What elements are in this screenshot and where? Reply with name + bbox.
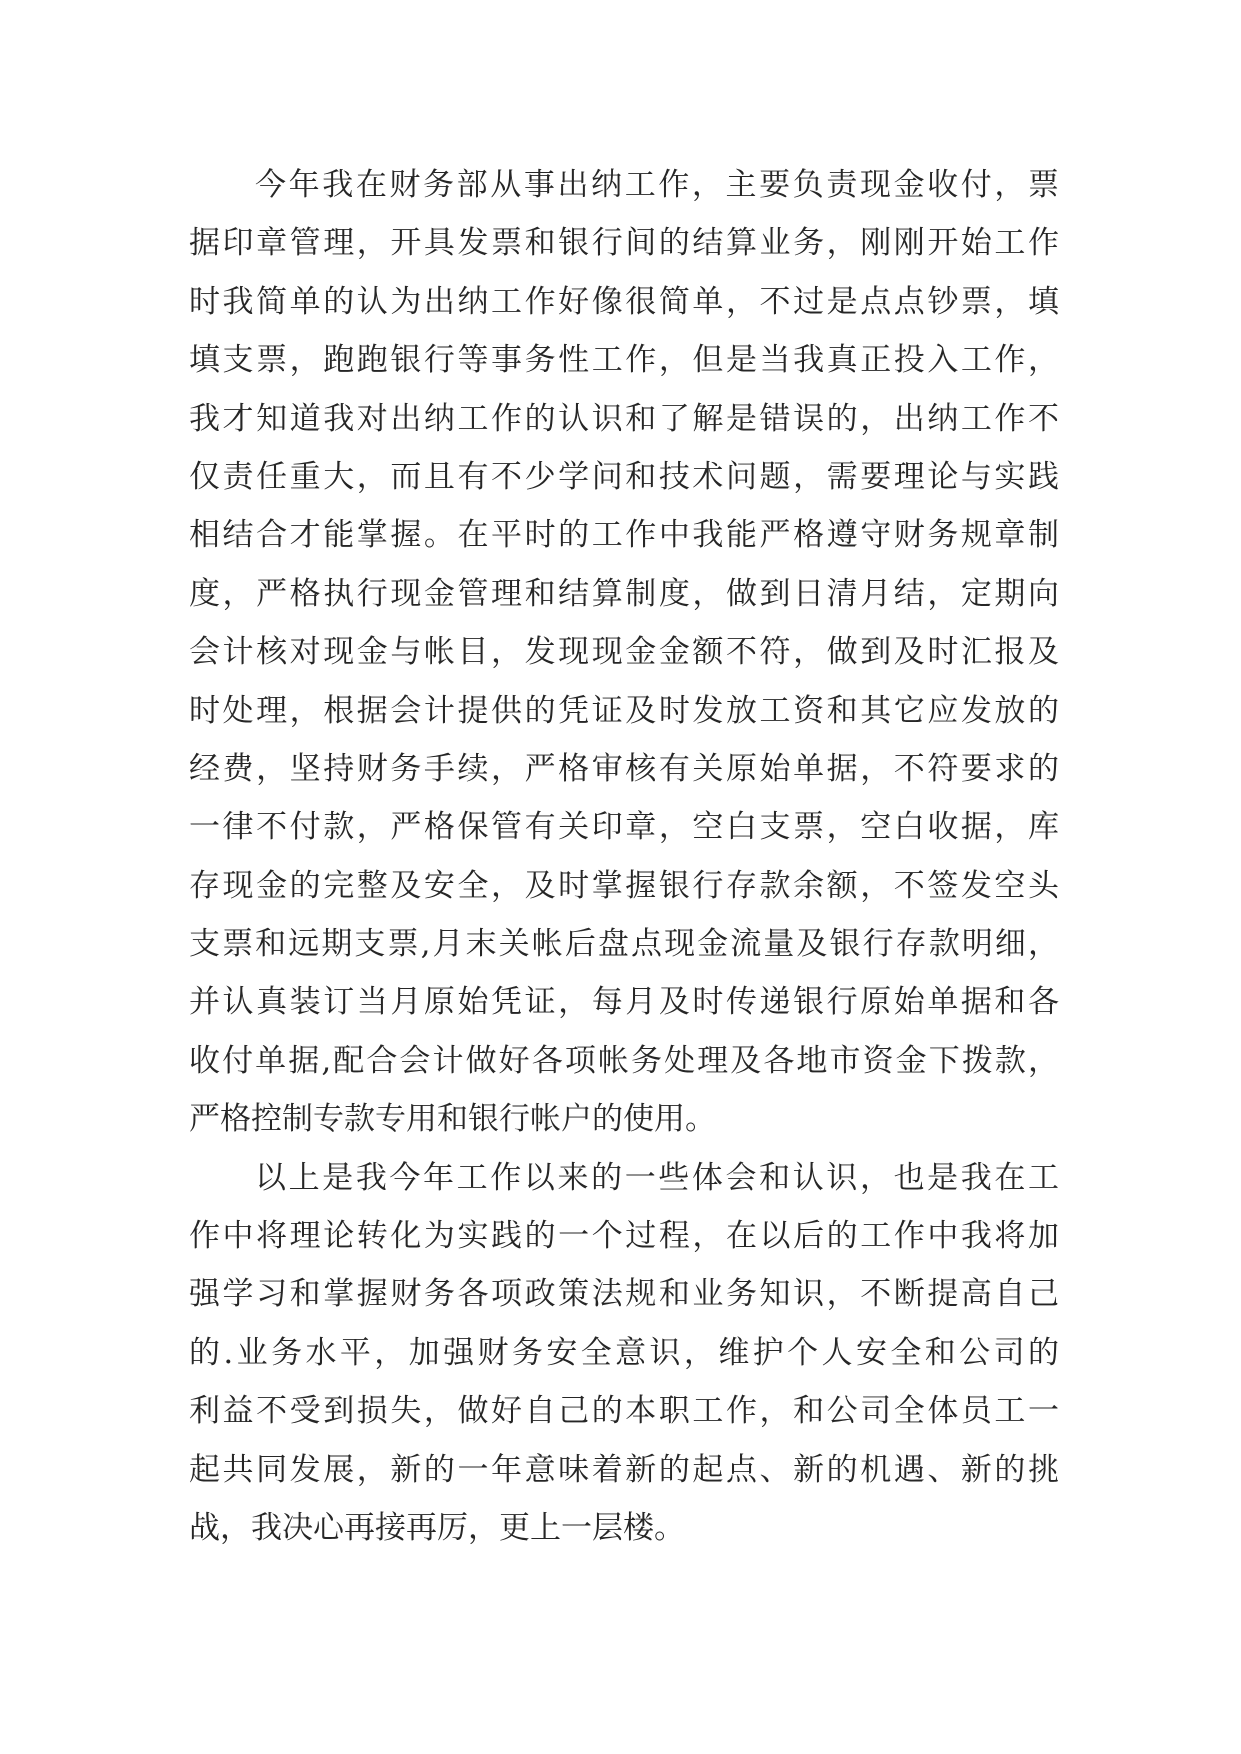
paragraph-line: 强学习和掌握财务各项政策法规和业务知识，不断提高自己 [189, 1276, 1059, 1313]
paragraph-line: 并认真装订当月原始凭证，每月及时传递银行原始单据和各 [189, 984, 1059, 1021]
paragraph-line: 收付单据,配合会计做好各项帐务处理及各地市资金下拨款， [189, 1042, 1059, 1079]
paragraph-line: 今年我在财务部从事出纳工作，主要负责现金收付，票 [255, 167, 1059, 203]
document-body [189, 156, 1059, 1557]
paragraph-line: 战，我决心再接再厉，更上一层楼。 [189, 1509, 685, 1546]
paragraph-line: 度，严格执行现金管理和结算制度，做到日清月结，定期向 [189, 575, 1059, 612]
paragraph-line: 我才知道我对出纳工作的认识和了解是错误的，出纳工作不 [189, 400, 1059, 437]
paragraph-line: 作中将理论转化为实践的一个过程，在以后的工作中我将加 [189, 1218, 1059, 1255]
paragraph-2 [189, 1149, 1059, 1558]
paragraph-line: 起共同发展，新的一年意味着新的起点、新的机遇、新的挑 [189, 1451, 1059, 1488]
paragraph-line: 据印章管理，开具发票和银行间的结算业务，刚刚开始工作 [189, 225, 1059, 262]
paragraph-line: 支票和远期支票,月末关帐后盘点现金流量及银行存款明细， [189, 926, 1059, 963]
paragraph-line: 时处理，根据会计提供的凭证及时发放工资和其它应发放的 [189, 692, 1059, 729]
paragraph-line: 以上是我今年工作以来的一些体会和认识，也是我在工 [255, 1159, 1059, 1196]
paragraph-line: 严格控制专款专用和银行帐户的使用。 [189, 1101, 716, 1138]
paragraph-line: 相结合才能掌握。在平时的工作中我能严格遵守财务规章制 [189, 517, 1059, 554]
paragraph-line: 经费，坚持财务手续，严格审核有关原始单据，不符要求的 [189, 750, 1059, 787]
paragraph-line: 会计核对现金与帐目，发现现金金额不符，做到及时汇报及 [189, 634, 1059, 671]
paragraph-line: 一律不付款，严格保管有关印章，空白支票，空白收据，库 [189, 809, 1059, 846]
paragraph-1 [189, 156, 1059, 1149]
paragraph-line: 的.业务水平，加强财务安全意识，维护个人安全和公司的 [189, 1334, 1059, 1371]
paragraph-line: 时我简单的认为出纳工作好像很简单，不过是点点钞票，填 [189, 283, 1059, 320]
paragraph-line: 仅责任重大，而且有不少学问和技术问题，需要理论与实践 [189, 458, 1059, 495]
paragraph-line: 填支票，跑跑银行等事务性工作，但是当我真正投入工作， [189, 342, 1059, 379]
paragraph-line: 利益不受到损失，做好自己的本职工作，和公司全体员工一 [189, 1393, 1059, 1430]
paragraph-line: 存现金的完整及安全，及时掌握银行存款余额，不签发空头 [189, 867, 1059, 904]
